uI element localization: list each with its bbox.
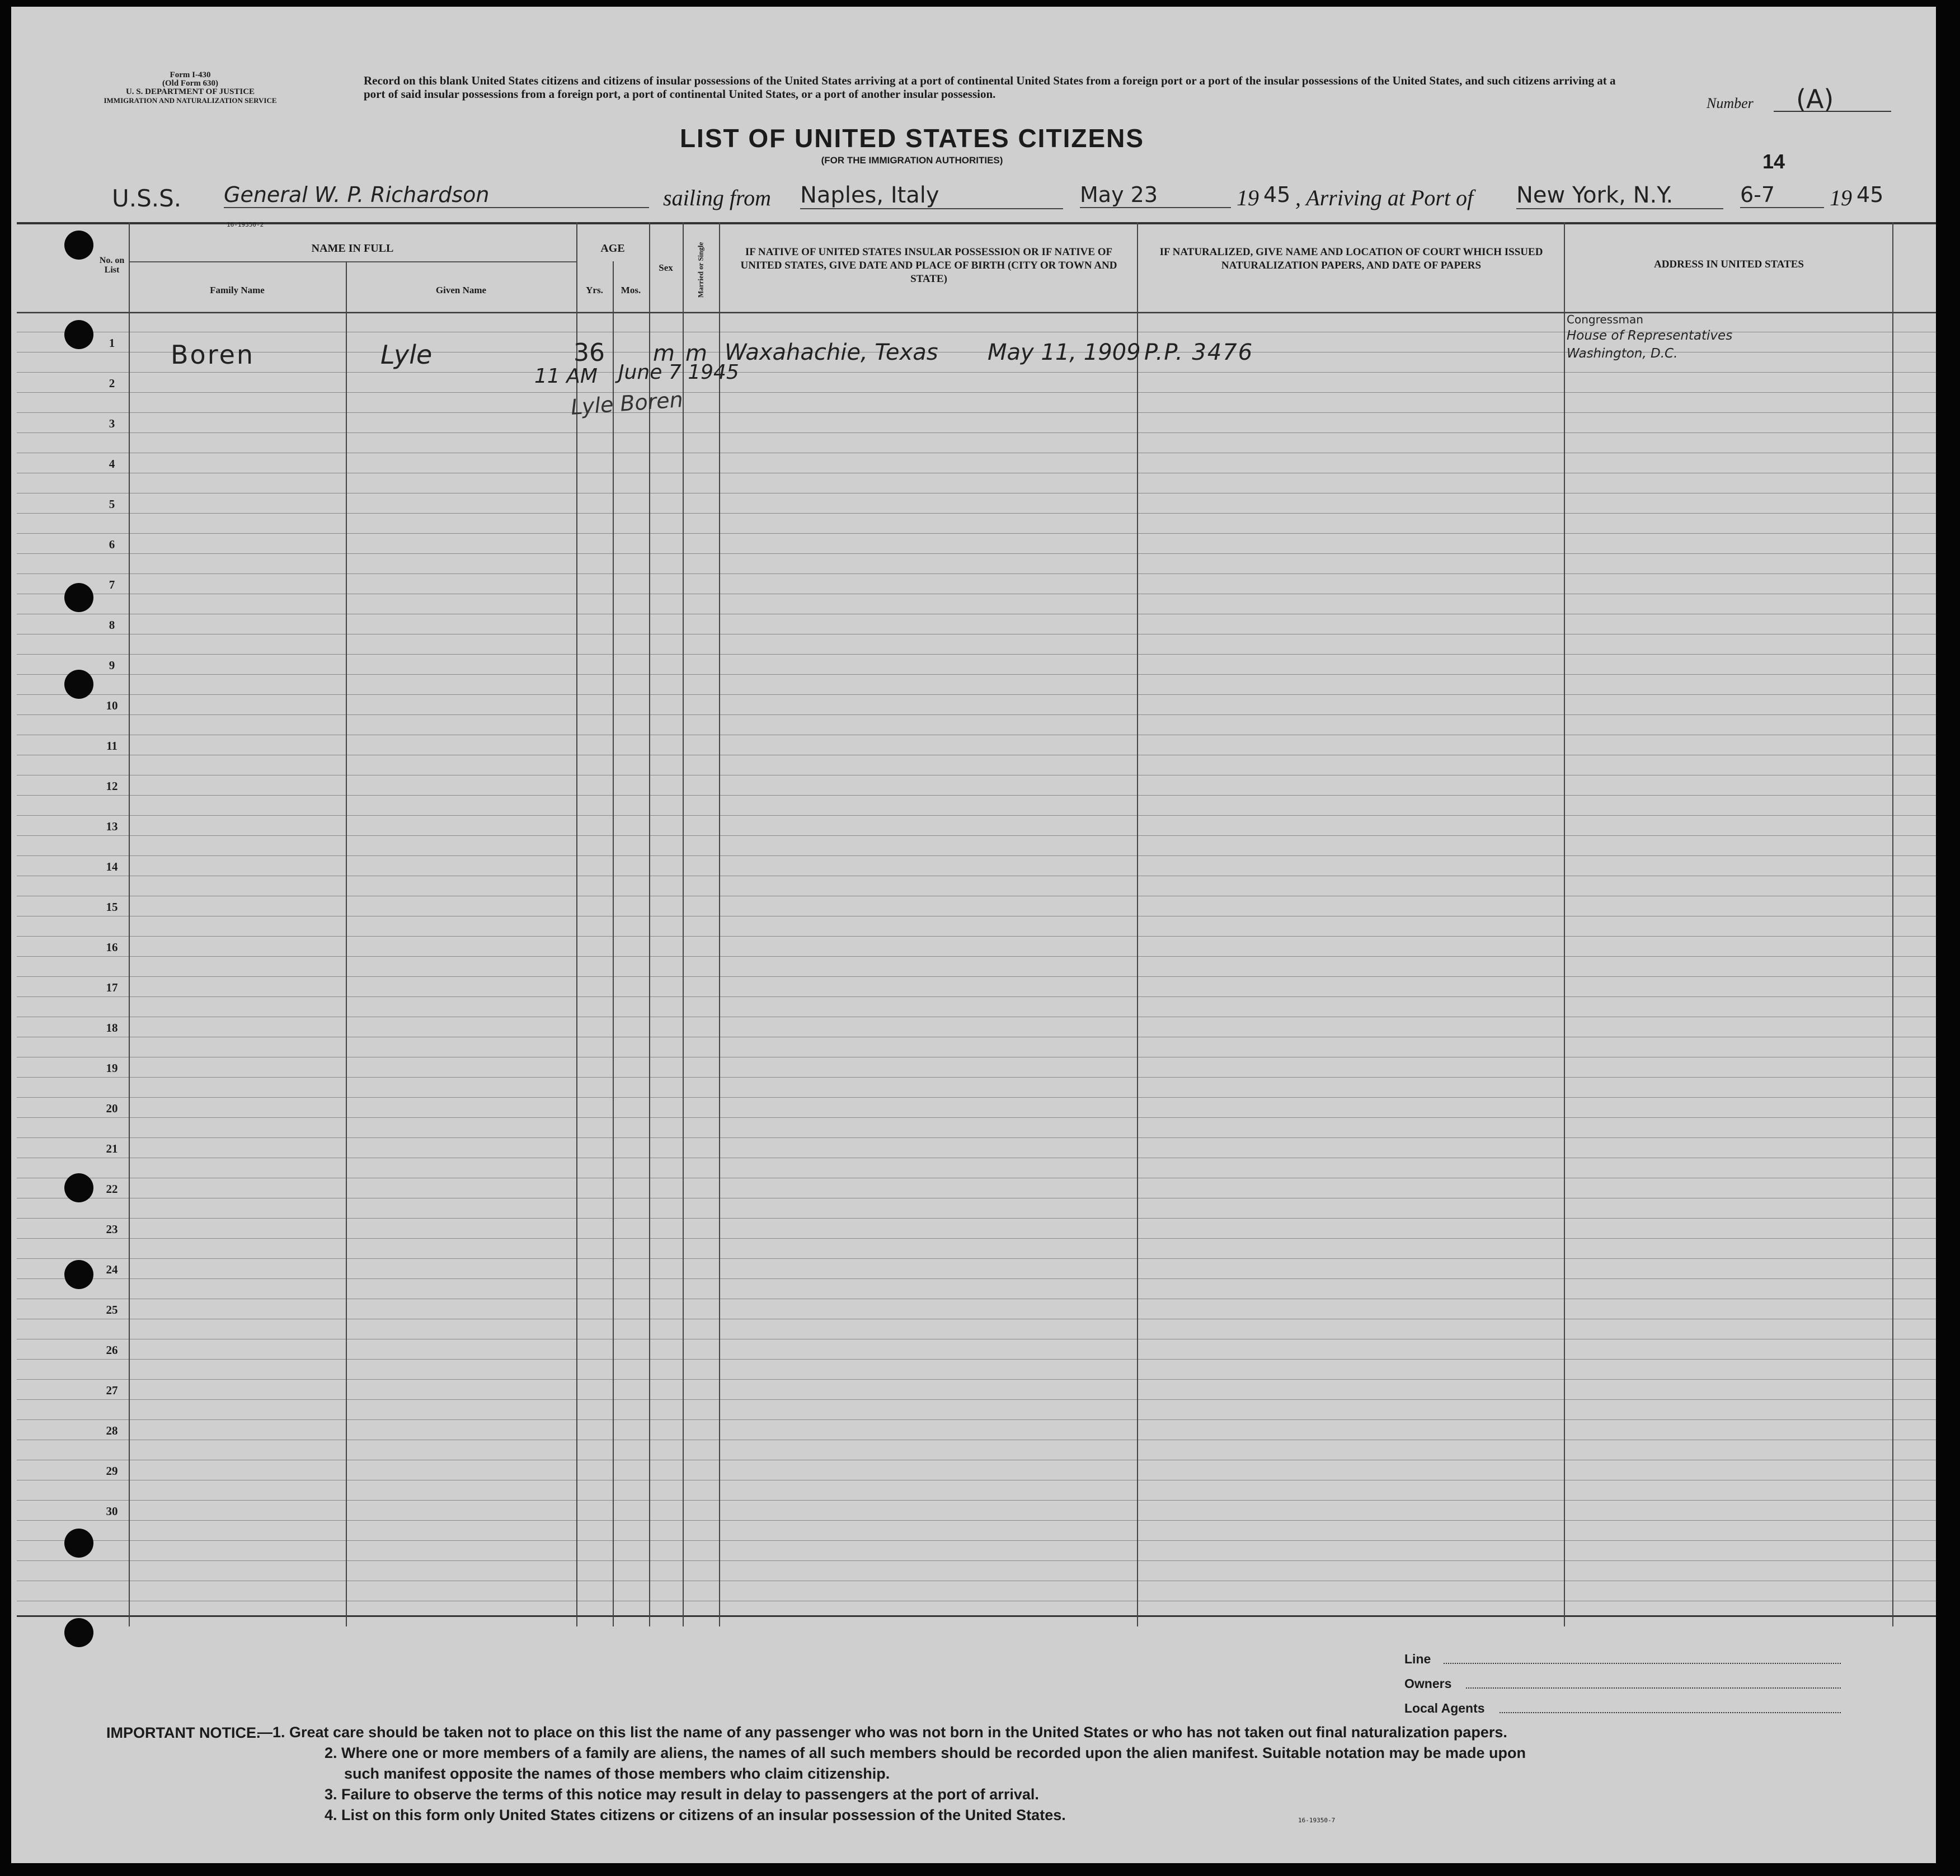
row-number: 8 [109, 618, 115, 632]
owners-field [1466, 1687, 1841, 1689]
punch-hole [64, 320, 93, 349]
page-number: 14 [1762, 150, 1785, 173]
form-code-bottom: 16-19350-7 [1298, 1817, 1336, 1824]
passenger-table [11, 222, 1936, 1626]
arrival-year-prefix: 19 [1830, 185, 1852, 210]
page-subtitle: (FOR THE IMMIGRATION AUTHORITIES) [821, 155, 1003, 166]
entry-married: m [685, 341, 707, 366]
arriving-label: , Arriving at Port of [1295, 185, 1474, 210]
row-rule [17, 1540, 1936, 1541]
ship-prefix: U.S.S. [112, 185, 182, 212]
arrival-port: New York, N.Y. [1516, 182, 1723, 209]
col-divider [346, 261, 347, 1626]
entry-age-years: 36 [574, 338, 605, 367]
row-rule [17, 795, 1936, 796]
row-number: 7 [109, 578, 115, 591]
punch-hole [64, 1618, 93, 1647]
row-number: 6 [109, 538, 115, 551]
number-value: (A) [1796, 84, 1834, 114]
row-number: 19 [106, 1061, 118, 1075]
entry-address-line2: House of Representatives [1567, 328, 1733, 343]
row-number: 12 [106, 779, 118, 793]
sailing-from-label: sailing from [663, 185, 771, 210]
col-divider [683, 222, 684, 1626]
voyage-line [112, 180, 1902, 214]
row-rule [17, 573, 1936, 574]
local-agents-field [1500, 1712, 1841, 1713]
col-divider [1137, 222, 1138, 1626]
entry-birth-place: Waxahachie, Texas [725, 340, 938, 365]
punch-hole [64, 670, 93, 699]
departure-year-written: 45 [1263, 182, 1291, 207]
row-number: 28 [106, 1424, 118, 1437]
row-number: 24 [106, 1263, 118, 1276]
col-divider [129, 222, 130, 1626]
row-rule [17, 1077, 1936, 1078]
departure-port: Naples, Italy [800, 182, 1063, 209]
row-number: 10 [106, 699, 118, 712]
row-rule [17, 1097, 1936, 1098]
notice-item-3: 3. Failure to observe the terms of this notice may result in delay to passengers at the port of arrival. [325, 1786, 1039, 1803]
punch-hole [64, 1260, 93, 1289]
row-rule [17, 1399, 1936, 1400]
row-number: 27 [106, 1384, 118, 1397]
row-rule [17, 513, 1936, 514]
punch-hole [64, 1173, 93, 1202]
row-rule [17, 412, 1936, 413]
entry-sex: m [653, 341, 675, 366]
row-rule [17, 654, 1936, 655]
row-rule [17, 1500, 1936, 1501]
entry-address-line1: Congressman [1567, 313, 1643, 326]
col-divider [576, 222, 577, 1626]
form-code-top: 16-19350-2 [227, 221, 264, 228]
row-number: 30 [106, 1504, 118, 1518]
row-rule [17, 1520, 1936, 1521]
header-age-years: Yrs. [586, 285, 603, 295]
entry-family-name: Boren [171, 340, 255, 370]
punch-hole [64, 231, 93, 260]
record-instructions: Record on this blank United States citizens and citizens of insular possessions of the United States arriving at a port of continental United States from a foreign port or a port of the insular possessions of the United States, and such citizens arriving at a port of said insular possessions from a foreign port, a port of continental United States, or a port of another insular possession. [364, 74, 1616, 101]
manifest-sheet [11, 7, 1936, 1863]
col-divider [719, 222, 720, 1626]
row-rule [17, 533, 1936, 534]
header-birth-place: IF NATIVE OF UNITED STATES INSULAR POSSESSION OR IF NATIVE OF UNITED STATES, GIVE DATE AND PLACE OF BIRTH (CITY OR TOWN AND STATE) [740, 246, 1117, 285]
col-divider [613, 261, 614, 1626]
form-identifier [67, 71, 313, 105]
number-label: Number [1707, 95, 1754, 111]
row-rule [17, 1419, 1936, 1420]
row-number: 26 [106, 1343, 118, 1357]
header-address: ADDRESS IN UNITED STATES [1653, 258, 1804, 270]
row-rule [17, 976, 1936, 977]
row-rule [17, 1379, 1936, 1380]
arrival-year-written: 45 [1856, 182, 1884, 207]
row-number: 18 [106, 1021, 118, 1035]
header-family-name: Family Name [210, 285, 265, 295]
notice-item-2a: 2. Where one or more members of a family are aliens, the names of all such members should be recorded upon the alien manifest. Suitable notation may be made upon [325, 1745, 1526, 1761]
row-rule [17, 694, 1936, 695]
row-number: 23 [106, 1223, 118, 1236]
entry-birth-date: May 11, 1909 [988, 340, 1141, 365]
line-label: Line [1404, 1652, 1431, 1666]
ship-name: General W. P. Richardson [224, 182, 649, 208]
entry-address-line3: Washington, D.C. [1567, 346, 1678, 361]
row-number: 4 [109, 457, 115, 471]
row-number: 1 [109, 336, 115, 350]
table-bottom-border [17, 1615, 1936, 1617]
notice-heading: IMPORTANT NOTICE. [106, 1724, 261, 1741]
row-rule [17, 936, 1936, 937]
row-number: 14 [106, 860, 118, 873]
arrival-date: 6-7 [1740, 182, 1824, 208]
row-number: 5 [109, 497, 115, 511]
header-name-in-full: NAME IN FULL [311, 242, 394, 255]
entry-naturalization: P.P. 3476 [1144, 340, 1254, 365]
row-number: 21 [106, 1142, 118, 1155]
row-rule [17, 714, 1936, 715]
entry-signature: Lyle Boren [570, 387, 684, 420]
row-number: 3 [109, 417, 115, 430]
row-rule [17, 1359, 1936, 1360]
row-rule [17, 835, 1936, 836]
row-number: 11 [106, 739, 117, 753]
header-naturalization: IF NATURALIZED, GIVE NAME AND LOCATION OF COURT WHICH ISSUED NATURALIZATION PAPERS, AND DATE OF PAPERS [1159, 246, 1543, 271]
row-number: 17 [106, 981, 118, 994]
departure-date: May 23 [1080, 182, 1231, 208]
col-divider [1564, 222, 1565, 1626]
row-rule [17, 956, 1936, 957]
row-rule [17, 392, 1936, 393]
line-field [1444, 1663, 1841, 1664]
notice-item-2b: such manifest opposite the names of those members who claim citizenship. [344, 1765, 890, 1782]
row-number: 25 [106, 1303, 118, 1317]
row-rule [17, 855, 1936, 856]
row-rule [17, 1137, 1936, 1138]
col-divider [649, 222, 650, 1626]
row-rule [17, 1278, 1936, 1279]
header-given-name: Given Name [435, 285, 487, 295]
row-number: 15 [106, 900, 118, 914]
form-number: Form I-430 [170, 70, 211, 79]
service-name: IMMIGRATION AND NATURALIZATION SERVICE [104, 96, 277, 105]
punch-hole [64, 583, 93, 612]
header-age: AGE [600, 242, 625, 255]
row-number: 13 [106, 820, 118, 833]
table-top-border [17, 222, 1936, 224]
row-rule [17, 674, 1936, 675]
row-rule [17, 815, 1936, 816]
row-rule [17, 1560, 1936, 1561]
notice-item-4: 4. List on this form only United States citizens or citizens of an insular possession of the United States. [325, 1807, 1066, 1823]
row-number: 16 [106, 941, 118, 954]
header-married-single: Married or Single [696, 242, 705, 298]
entry-given-name: Lyle [380, 340, 433, 370]
entry-note-date: June 7 1945 [618, 361, 739, 384]
row-rule [17, 1218, 1936, 1219]
department-name: U. S. DEPARTMENT OF JUSTICE [125, 87, 255, 96]
header-sex: Sex [659, 262, 673, 273]
row-rule [17, 372, 1936, 373]
header-age-months: Mos. [621, 285, 641, 295]
departure-year-prefix: 19 [1237, 185, 1259, 210]
old-form-number: (Old Form 630) [162, 79, 218, 88]
row-rule [17, 553, 1936, 554]
row-number: 9 [109, 659, 115, 672]
row-rule [17, 996, 1936, 997]
owners-label: Owners [1404, 1676, 1452, 1691]
row-number: 29 [106, 1464, 118, 1478]
row-number: 20 [106, 1102, 118, 1115]
header-list-number: No. on List [99, 256, 125, 275]
punch-hole [64, 1529, 93, 1558]
col-divider [1892, 222, 1893, 1626]
notice-item-1: —1. Great care should be taken not to place on this list the name of any passenger who was not born in the United States or who has not taken out final naturalization papers. [257, 1724, 1507, 1741]
local-agents-label: Local Agents [1404, 1701, 1485, 1715]
row-rule [17, 1117, 1936, 1118]
row-number: 22 [106, 1182, 118, 1196]
entry-note-time: 11 AM [534, 365, 598, 388]
row-number: 2 [109, 377, 115, 390]
row-rule [17, 1238, 1936, 1239]
row-rule [17, 432, 1936, 433]
page-title: LIST OF UNITED STATES CITIZENS [679, 124, 1145, 153]
row-rule [17, 1258, 1936, 1259]
header-subdivider [129, 261, 576, 262]
